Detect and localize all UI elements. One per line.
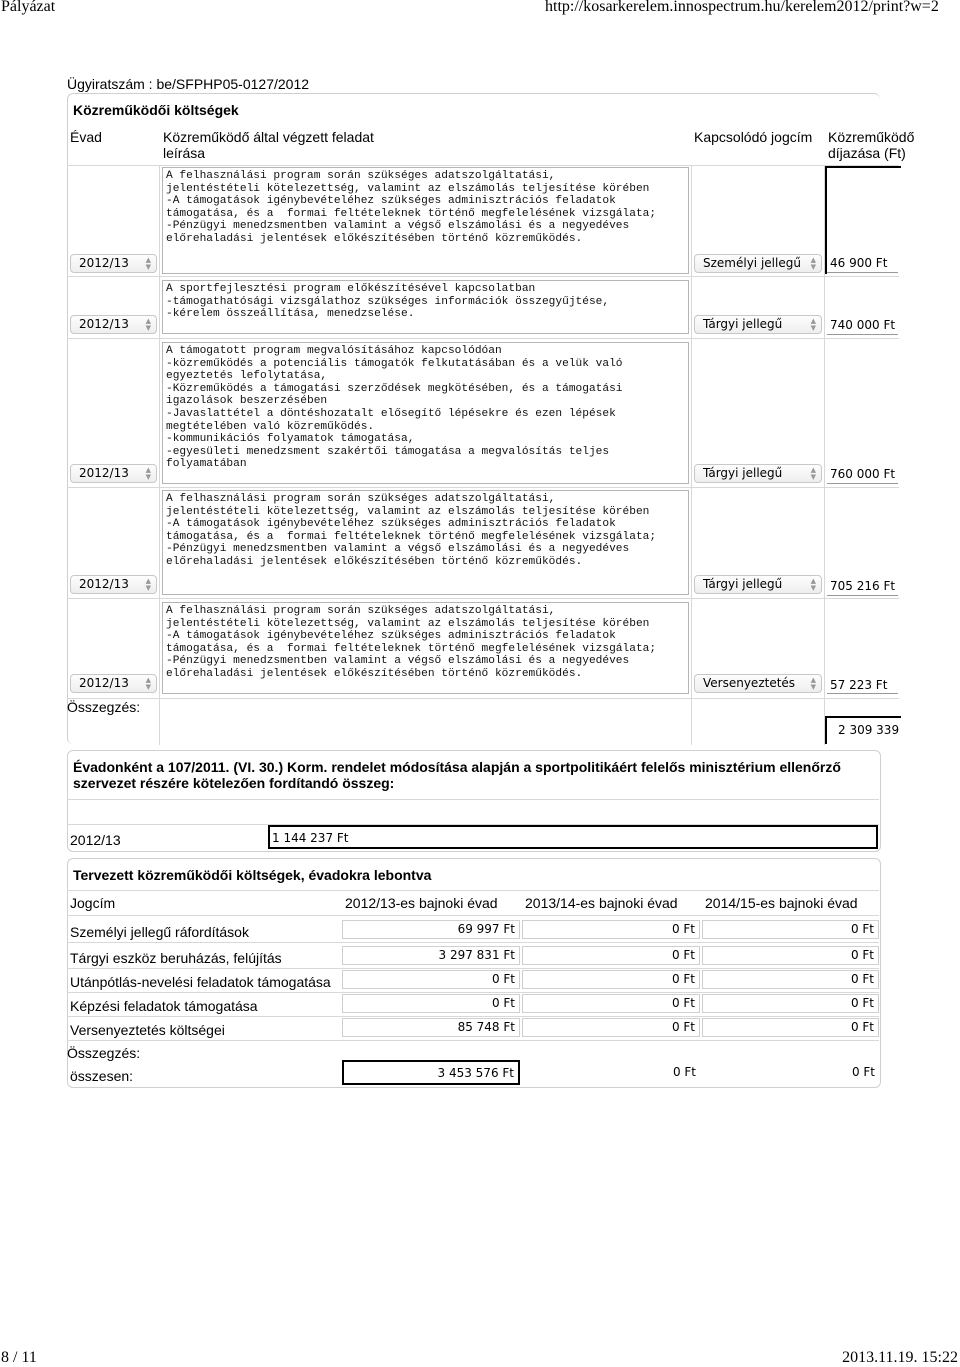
fee-value[interactable]: 46 900 Ft	[830, 256, 888, 270]
spinner-icon: ▲ ▼	[145, 256, 151, 271]
task-description[interactable]: A sportfejlesztési program előkészítésével kapcsolatban -támogathatósági vizsgálathoz szükséges információk összegyűjtése, -kérelem összeállítása, menedzselése.	[162, 280, 689, 334]
fee-column-header: Közreműködő díjazása (Ft)	[828, 129, 915, 161]
planned-value[interactable]: 0 Ft	[702, 946, 879, 965]
print-datetime: 2013.11.19. 15:22	[842, 1349, 958, 1366]
divider	[691, 165, 692, 745]
task-description[interactable]: A felhasználási program során szükséges adatszolgáltatási, jelentéstételi kötelezettség, valamint az elszámolás teljesítése körében -A támogatások igénybevételéhez szükséges adminisztrációs feladatok támogatása, és a formai feltételeknek történő megfelelésének vizsgálata; -Pénzügyi menedzsmentben valamint a végső elszámolási és a negyedéves előrehaladási jelentések előkészítésében történő közreműködés.	[162, 167, 689, 274]
spinner-icon: ▲ ▼	[810, 577, 816, 592]
spinner-icon: ▲ ▼	[145, 317, 151, 332]
planned-value[interactable]: 69 997 Ft	[342, 920, 520, 939]
season-select[interactable]: 2012/13 ▲ ▼	[70, 464, 157, 483]
season-select[interactable]: 2012/13 ▲ ▼	[70, 674, 157, 693]
fee-underline	[827, 693, 898, 694]
title-column-header: Kapcsolódó jogcím	[694, 129, 813, 145]
planned-header-2013: 2013/14-es bajnoki évad	[525, 895, 678, 911]
planned-value[interactable]: 0 Ft	[342, 970, 520, 989]
mandatory-amount: 1 144 237 Ft	[272, 831, 349, 845]
divider	[67, 276, 899, 277]
planned-total-label: összesen:	[70, 1068, 134, 1084]
task-column-header: Közreműködő által végzett feladat leírása	[163, 129, 374, 161]
divider	[67, 890, 879, 891]
task-description[interactable]: A felhasználási program során szükséges adatszolgáltatási, jelentéstételi kötelezettség, valamint az elszámolás teljesítése körében -A támogatások igénybevételéhez szükséges adminisztrációs feladatok támogatása, és a formai feltételeknek történő megfelelésének vizsgálata; -Pénzügyi menedzsmentben valamint a végső elszámolási és a negyedéves előrehaladási jelentések előkészítésében történő közreműködés.	[162, 490, 689, 595]
planned-value[interactable]: 3 297 831 Ft	[342, 946, 520, 965]
page-url: http://kosarkerelem.innospectrum.hu/kerelem2012/print?w=2	[545, 0, 939, 15]
spinner-icon: ▲ ▼	[810, 317, 816, 332]
season-select[interactable]: 2012/13 ▲ ▼	[70, 254, 157, 273]
task-description[interactable]: A felhasználási program során szükséges adatszolgáltatási, jelentéstételi kötelezettség, valamint az elszámolás teljesítése körében -A támogatások igénybevételéhez szükséges adminisztrációs feladatok támogatása, és a formai feltételeknek történő megfelelésének vizsgálata; -Pénzügyi menedzsmentben valamint a végső elszámolási és a negyedéves előrehaladási jelentések előkészítésében történő közreműködés.	[162, 602, 689, 694]
planned-value[interactable]: 0 Ft	[702, 1018, 879, 1037]
planned-value[interactable]: 0 Ft	[342, 994, 520, 1013]
planned-value[interactable]: 0 Ft	[702, 994, 879, 1013]
total-fee: 2 309 339	[838, 723, 900, 737]
divider	[67, 598, 899, 599]
planned-row-label: Utánpótlás-nevelési feladatok támogatása	[70, 974, 331, 990]
planned-value[interactable]: 0 Ft	[522, 946, 700, 965]
planned-value[interactable]: 0 Ft	[522, 1018, 700, 1037]
title-select[interactable]: Tárgyi jellegű ▲ ▼	[694, 464, 822, 483]
mandatory-season: 2012/13	[70, 832, 121, 848]
planned-value[interactable]: 0 Ft	[702, 920, 879, 939]
planned-value[interactable]: 0 Ft	[522, 994, 700, 1013]
fee-underline	[827, 483, 898, 484]
page-number: 8 / 11	[1, 1349, 37, 1366]
divider	[67, 968, 879, 969]
spinner-icon: ▲ ▼	[810, 256, 816, 271]
spinner-icon: ▲ ▼	[810, 466, 816, 481]
fee-value[interactable]: 57 223 Ft	[830, 678, 888, 692]
spinner-icon: ▲ ▼	[145, 676, 151, 691]
planned-header-2012: 2012/13-es bajnoki évad	[345, 895, 498, 911]
divider	[159, 165, 160, 745]
costs-legend: Közreműködői költségek	[70, 102, 242, 118]
planned-row-label: Személyi jellegű ráfordítások	[70, 924, 249, 940]
divider	[67, 1040, 879, 1041]
title-select[interactable]: Személyi jellegű ▲ ▼	[694, 254, 822, 273]
divider	[67, 942, 879, 943]
mandatory-legend: Évadonként a 107/2011. (VI. 30.) Korm. rendelet módosítása alapján a sportpolitikáért felelős minisztérium ellenőrző szervezet részére kötelezően fordítandó összeg:	[70, 759, 876, 791]
fee-value[interactable]: 705 216 Ft	[830, 579, 896, 593]
task-description[interactable]: A támogatott program megvalósításához kapcsolódóan -közreműködés a potenciális támogatók felkutatásában és a velük való egyeztetés lefolytatása, -Közreműködés a támogatási szerződések megkötésében, és a támogatási igazolások beszerzésében -Javaslattétel a döntéshozatalt elősegítő lépésekre és ezen lépések megtételében való közreműködés. -kommunikációs folyamatok támogatása, -egyesületi menedzsment szakértői támogatása a megvalósítás teljes folyamatában	[162, 342, 689, 484]
divider	[67, 698, 899, 699]
planned-row-label: Versenyeztetés költségei	[70, 1022, 225, 1038]
divider	[67, 165, 899, 166]
planned-header-title: Jogcím	[70, 895, 116, 911]
divider	[67, 799, 879, 800]
title-select[interactable]: Tárgyi jellegű ▲ ▼	[694, 315, 822, 334]
planned-value[interactable]: 0 Ft	[522, 920, 700, 939]
planned-legend: Tervezett közreműködői költségek, évadokra lebontva	[70, 867, 434, 883]
fee-underline	[827, 595, 898, 596]
planned-row-label: Tárgyi eszköz beruházás, felújítás	[70, 950, 282, 966]
divider	[67, 992, 879, 993]
case-number: Ügyiratszám : be/SFPHP05-0127/2012	[67, 76, 310, 92]
fee-value[interactable]: 740 000 Ft	[830, 318, 896, 332]
planned-total-value: 0 Ft	[672, 1065, 696, 1079]
fee-value[interactable]: 760 000 Ft	[830, 467, 896, 481]
planned-total-value: 3 453 576 Ft	[342, 1060, 520, 1085]
planned-row-label: Képzési feladatok támogatása	[70, 998, 258, 1014]
season-select[interactable]: 2012/13 ▲ ▼	[70, 575, 157, 594]
divider	[67, 487, 899, 488]
divider	[67, 1016, 879, 1017]
fee-underline	[827, 334, 898, 335]
planned-value[interactable]: 0 Ft	[702, 970, 879, 989]
title-select[interactable]: Versenyeztetés ▲ ▼	[694, 674, 822, 693]
divider	[67, 338, 899, 339]
divider	[67, 915, 879, 916]
planned-value[interactable]: 0 Ft	[522, 970, 700, 989]
page-title: Pályázat	[1, 0, 56, 15]
season-select[interactable]: 2012/13 ▲ ▼	[70, 315, 157, 334]
spinner-icon: ▲ ▼	[810, 676, 816, 691]
fee-underline	[827, 272, 898, 273]
spinner-icon: ▲ ▼	[145, 466, 151, 481]
planned-total-value: 0 Ft	[851, 1065, 875, 1079]
spinner-icon: ▲ ▼	[145, 577, 151, 592]
planned-summary-label: Összegzés:	[67, 1045, 141, 1061]
title-select[interactable]: Tárgyi jellegű ▲ ▼	[694, 575, 822, 594]
season-column-header: Évad	[70, 129, 102, 145]
planned-value[interactable]: 85 748 Ft	[342, 1018, 520, 1037]
planned-header-2014: 2014/15-es bajnoki évad	[705, 895, 858, 911]
summary-label: Összegzés:	[67, 699, 141, 715]
mandatory-amount-box[interactable]	[268, 825, 878, 849]
